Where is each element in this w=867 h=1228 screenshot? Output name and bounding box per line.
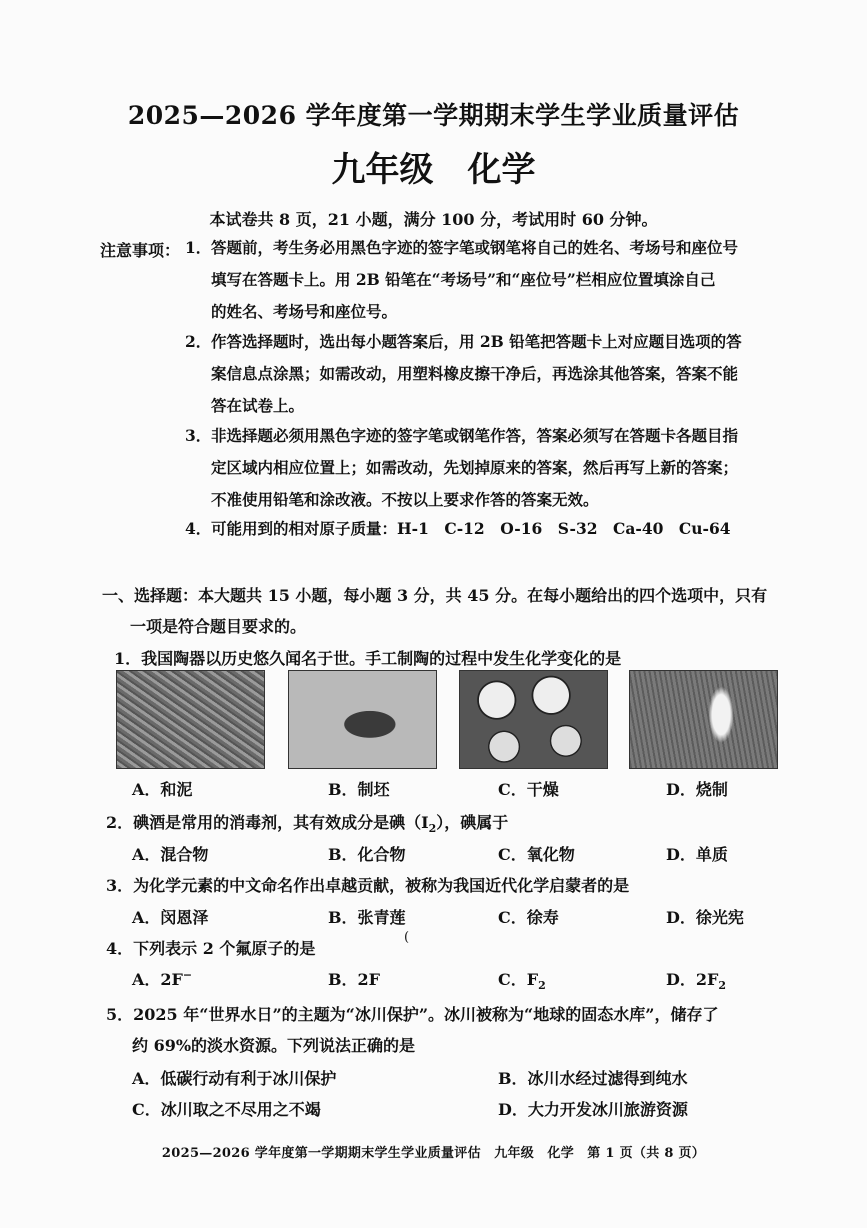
clay-shaping-photo <box>288 670 437 769</box>
question-1-option-b: B．制坯 <box>328 780 390 799</box>
notice-item-1-line-2: 填写在答题卡上。用 2B 铅笔在“考场号”和“座位号”栏相应位置填涂自己 <box>211 270 716 289</box>
notice-label: 注意事项： <box>100 241 181 260</box>
notice-item-1 <box>185 232 738 328</box>
notice-item-4-num: 4． <box>185 519 212 538</box>
notice-item-2-line-3: 答在试卷上。 <box>211 396 305 415</box>
question-4-option-b: B．2F <box>328 970 381 989</box>
exam-subject: 九年级 化学 <box>331 150 536 190</box>
question-4-option-a: A．2F− <box>132 968 193 989</box>
question-5-stem-line-2: 约 69%的淡水资源。下列说法正确的是 <box>132 1036 416 1055</box>
notice-item-2-line-2: 案信息点涂黑；如需改动，用塑料橡皮擦干净后，再选涂其他答案，答案不能 <box>211 364 739 383</box>
exam-title: 2025—2026 学年度第一学期期末学生学业质量评估 <box>127 101 740 130</box>
question-1-option-a: A．和泥 <box>132 780 193 799</box>
exam-intro: 本试卷共 8 页，21 小题，满分 100 分，考试用时 60 分钟。 <box>209 210 658 229</box>
question-3-option-c: C．徐寿 <box>498 908 559 927</box>
question-4-option-d: D．$2F_2$ <box>666 970 727 993</box>
question-2-stem: 2．碘酒是常用的消毒剂，其有效成分是碘$(I_2)$，碘属于 <box>106 813 509 836</box>
question-2-option-a: A．混合物 <box>132 845 209 864</box>
question-5-stem-line-1: 5．2025 年“世界水日”的主题为“冰川保护”。冰川被称为“地球的固态水库”，储存了 <box>106 1005 719 1024</box>
question-1-option-c: C．干燥 <box>498 780 559 799</box>
question-5-option-c: C．冰川取之不尽用之不竭 <box>132 1100 321 1119</box>
question-2-option-c: C．氧化物 <box>498 845 575 864</box>
question-5-option-a: A．低碳行动有利于冰川保护 <box>132 1069 337 1088</box>
question-2-option-b: B．化合物 <box>328 845 406 864</box>
notice-item-3-num: 3． <box>185 426 212 445</box>
section-1-line-2: 一项是符合题目要求的。 <box>130 617 307 636</box>
notice-item-4-line-1: 可能用到的相对原子质量：H-1 C-12 O-16 S-32 Ca-40 Cu-64 <box>211 519 731 538</box>
mud-mixing-photo <box>116 670 265 769</box>
question-1-stem: 1．我国陶器以历史悠久闻名于世。手工制陶的过程中发生化学变化的是 <box>114 649 622 668</box>
notice-item-1-line-3: 的姓名、考场号和座位号。 <box>211 302 398 321</box>
notice-item-3-line-3: 不准使用铅笔和涂改液。不按以上要求作答的答案无效。 <box>211 490 599 509</box>
question-3-option-a: A．闵恩泽 <box>132 908 209 927</box>
question-3-stem: 3．为化学元素的中文命名作出卓越贡献，被称为我国近代化学启蒙者的是 <box>106 876 630 895</box>
firing-kiln-photo <box>629 670 778 769</box>
question-3-option-b: B．张青莲 <box>328 908 406 927</box>
question-5-option-b: B．冰川水经过滤得到纯水 <box>498 1069 688 1088</box>
question-3-option-d: D．徐光宪 <box>666 908 744 927</box>
notice-item-1-num: 1． <box>185 238 212 257</box>
question-4-option-c: C．$F_2$ <box>498 970 546 993</box>
drying-pottery-photo <box>459 670 608 769</box>
section-1-line-1: 一、选择题：本大题共 15 小题，每小题 3 分，共 45 分。在每小题给出的四个选项中，只有 <box>102 586 768 605</box>
notice-item-3-line-1: 非选择题必须用黑色字迹的签字笔或钢笔作答，答案必须写在答题卡各题目指 <box>211 426 739 445</box>
stray-mark: ( <box>404 930 410 945</box>
question-5-option-d: D．大力开发冰川旅游资源 <box>498 1100 688 1119</box>
question-2-option-d: D．单质 <box>666 845 728 864</box>
question-4-stem: 4．下列表示 2 个氟原子的是 <box>106 939 316 958</box>
question-1-option-d: D．烧制 <box>666 780 728 799</box>
notice-item-2 <box>185 326 742 422</box>
notice-item-3 <box>185 420 738 516</box>
notice-item-4 <box>185 513 731 545</box>
notice-item-2-line-1: 作答选择题时，选出每小题答案后，用 2B 铅笔把答题卡上对应题目选项的答 <box>211 332 742 351</box>
notice-item-3-line-2: 定区域内相应位置上；如需改动，先划掉原来的答案，然后再写上新的答案； <box>211 458 739 477</box>
page-footer: 2025—2026 学年度第一学期期末学生学业质量评估 九年级 化学 第 1 页（共 8 页） <box>161 1146 706 1161</box>
notice-item-2-num: 2． <box>185 332 212 351</box>
notice-item-1-line-1: 答题前，考生务必用黑色字迹的签字笔或钢笔将自己的姓名、考场号和座位号 <box>211 238 739 257</box>
